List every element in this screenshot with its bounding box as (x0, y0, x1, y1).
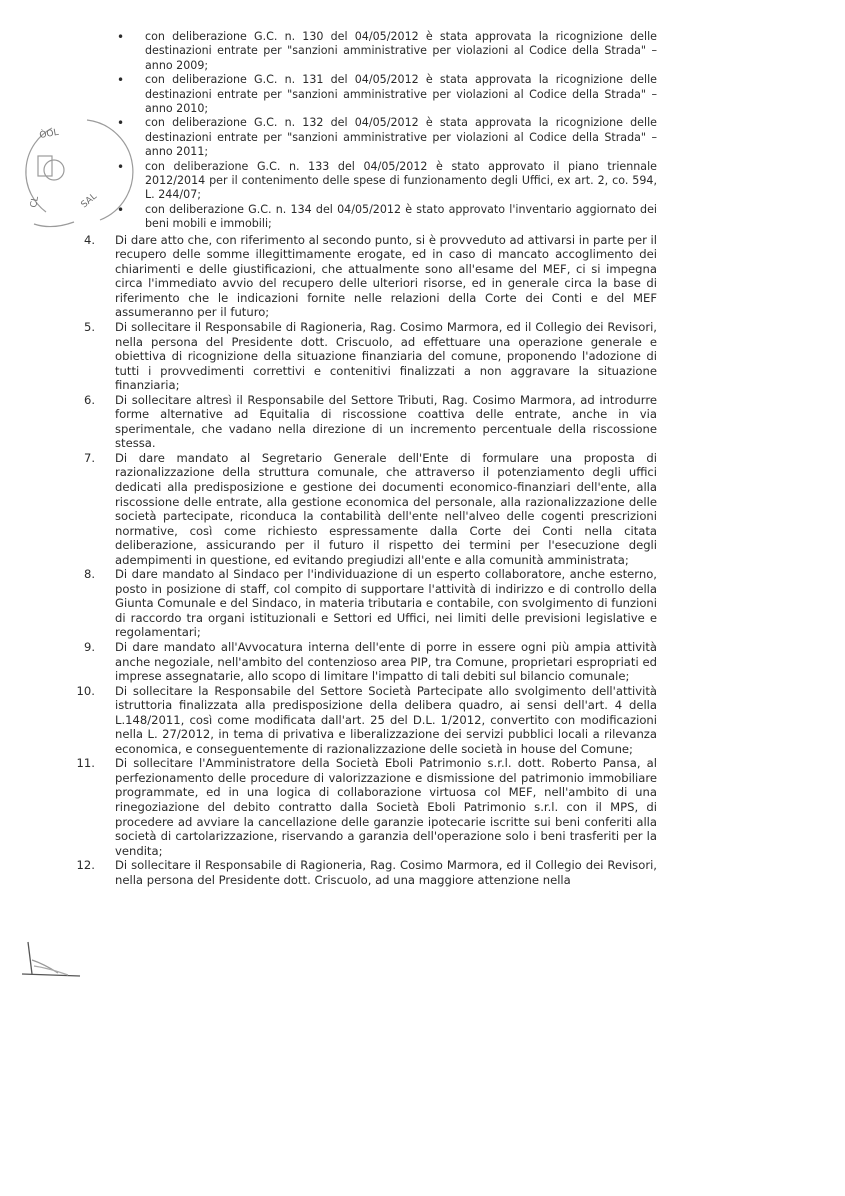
svg-text:SAL: SAL (79, 191, 99, 211)
resolution-text: Di sollecitare il Responsabile di Ragioneria, Rag. Cosimo Marmora, ed il Collegio dei Revisori, nella persona del Presidente dott. Criscuolo, ad una maggiore attenzione nella (115, 858, 657, 887)
resolution-text: Di sollecitare la Responsabile del Settore Società Partecipate allo svolgimento dell'attività istruttoria finalizzata alla predisposizione della delibera quadro, ai sensi dell'art. 4 della L.148/2011, così come modificata dall'art. 25 del D.L. 1/2012, convertito con modificazioni nella L. 27/2012, in tema di privativa e liberalizzazione dei servizi pubblici locali a rilevanza economica, e conseguentemente di razionalizzazione delle società in house del Comune; (115, 683, 657, 756)
resolution-text: Di dare atto che, con riferimento al secondo punto, si è provveduto ad attivarsi in parte per il recupero delle somme illegittimamente erogate, ed in caso di mancato accoglimento dei chiarimenti e delle giustificazioni, che attualmente sono all'esame del MEF, ci si impegna circa l'immediato avvio del recupero delle ulteriori risorse, ed in generale circa la base di riferimento che le indicazioni fornite nelle relazioni della Corte dei Conti e del MEF assumeranno per il futuro; (115, 232, 657, 320)
resolution-item (77, 640, 657, 684)
bullet-text: con deliberazione G.C. n. 134 del 04/05/2012 è stato approvato l'inventario aggiornato dei beni mobili e immobili; (145, 202, 657, 231)
deliberation-bullet-item (115, 116, 657, 159)
svg-text:ÒOL: ÒOL (38, 127, 60, 141)
resolution-number: 6. (83, 392, 95, 407)
resolution-number: 4. (83, 232, 95, 247)
bullet-text: con deliberazione G.C. n. 131 del 04/05/2012 è stata approvata la ricognizione delle destinazioni entrate per "sanzioni amministrative per violazioni al Codice della Strada" – anno 2010; (145, 73, 657, 116)
bullet-dot-icon: • (117, 116, 125, 131)
resolution-item (77, 320, 657, 393)
bullet-text: con deliberazione G.C. n. 133 del 04/05/2012 è stato approvato il piano triennale 2012/2014 per il contenimento delle spese di funzionamento degli Uffici, ex art. 2, co. 594, L. 244/07; (145, 159, 657, 202)
resolution-number: 11. (76, 756, 95, 771)
resolution-item (77, 756, 657, 858)
numbered-resolution-list (76, 232, 657, 888)
bullet-dot-icon: • (117, 73, 125, 88)
bullet-text: con deliberazione G.C. n. 132 del 04/05/2012 è stata approvata la ricognizione delle destinazioni entrate per "sanzioni amministrative per violazioni al Codice della Strada" – anno 2011; (145, 116, 657, 159)
bullet-text: con deliberazione G.C. n. 130 del 04/05/2012 è stata approvata la ricognizione delle destinazioni entrate per "sanzioni amministrative per violazioni al Codice della Strada" – anno 2009; (145, 30, 657, 72)
resolution-text: Di dare mandato al Sindaco per l'individuazione di un esperto collaboratore, anche esterno, posto in posizione di staff, col compito di supportare l'attività di indirizzo e di controllo della Giunta Comunale e del Sindaco, in materia tributaria e contabile, con svolgimento di funzioni di raccordo tra organi istituzionali e Settori ed Uffici, nei limiti delle previsioni legislative e regolamentari; (115, 567, 657, 640)
resolution-item (77, 567, 657, 640)
deliberation-bullet-item (115, 160, 657, 203)
resolution-text: Di dare mandato all'Avvocatura interna dell'ente di porre in essere ogni più ampia attività anche negoziale, nell'ambito del contenzioso area PIP, tra Comune, proprietari espropriati ed imprese assegnatarie, allo scopo di limitare l'impatto di tali debiti sul bilancio comunale; (115, 640, 657, 684)
deliberation-bullet-list (115, 30, 657, 232)
bullet-dot-icon: • (117, 30, 125, 44)
resolution-number: 9. (83, 640, 95, 654)
resolution-text: Di dare mandato al Segretario Generale dell'Ente di formulare una proposta di razionalizzazione della struttura comunale, che attraverso il potenziamento degli uffici dedicati alla predisposizione e gestione dei documenti economico-finanziari dell'ente, alla riscossione delle entrate, alla gestione economica del personale, alla razionalizzazione delle società partecipate, riconduca la contabilità dell'ente nell'alveo delle cogenti prescrizioni normative, così come richiesto espressamente dalla Corte dei Conti nella citata deliberazione, assicurando per il futuro il rispetto dei termini per l'esecuzione degli adempimenti in questione, ed evitando pregiudizi all'ente e alla comunità amministrata; (115, 450, 657, 567)
resolution-text: Di sollecitare altresì il Responsabile del Settore Tributi, Rag. Cosimo Marmora, ad introdurre forme alternative ad Equitalia di riscossione coattiva delle entrate, anche in via sperimentale, che vadano nella direzione di un incremento percentuale della riscossione stessa. (115, 392, 657, 451)
resolution-item (77, 858, 657, 887)
deliberation-bullet-item (115, 30, 657, 73)
resolution-text: Di sollecitare il Responsabile di Ragioneria, Rag. Cosimo Marmora, ed il Collegio dei Revisori, nella persona del Presidente dott. Criscuolo, ad effettuare una operazione generale e obiettiva di ricognizione della situazione finanziaria del comune, proponendo l'adozione di tutti i provvedimenti correttivi e contenitivi finalizzati a non aggravare la situazione finanziaria; (115, 319, 657, 393)
resolution-number: 10. (76, 683, 95, 698)
resolution-number: 12. (76, 858, 95, 873)
resolution-text: Di sollecitare l'Amministratore della Società Eboli Patrimonio s.r.l. dott. Roberto Pansa, al perfezionamento delle procedure di valorizzazione e dismissione del patrimonio immobiliare programmate, ed in una logica di collaborazione virtuosa col MEF, nell'ambito di una rinegoziazione del debito contratto dalla Società Eboli Patrimonio s.r.l. con il MPS, di procedere ad avviare la cancellazione delle garanzie ipotecarie iscritte sui beni conferiti alla società di cartolarizzazione, riservando a garanzia dell'operazione solo i beni trasferiti per la vendita; (115, 756, 657, 858)
resolution-number: 8. (83, 567, 95, 582)
resolution-number: 5. (83, 319, 95, 334)
resolution-number: 7. (83, 450, 95, 465)
deliberation-bullet-item (115, 73, 657, 116)
resolution-item (77, 233, 657, 320)
signature-mark-icon (18, 940, 88, 980)
resolution-item (77, 451, 657, 567)
resolution-item (77, 393, 657, 451)
resolution-item (77, 684, 657, 757)
deliberation-bullet-item (115, 203, 657, 232)
official-stamp-icon (29, 112, 125, 232)
bullet-dot-icon: • (117, 202, 125, 217)
svg-text:CL: CL (29, 195, 41, 209)
bullet-dot-icon: • (117, 159, 125, 174)
